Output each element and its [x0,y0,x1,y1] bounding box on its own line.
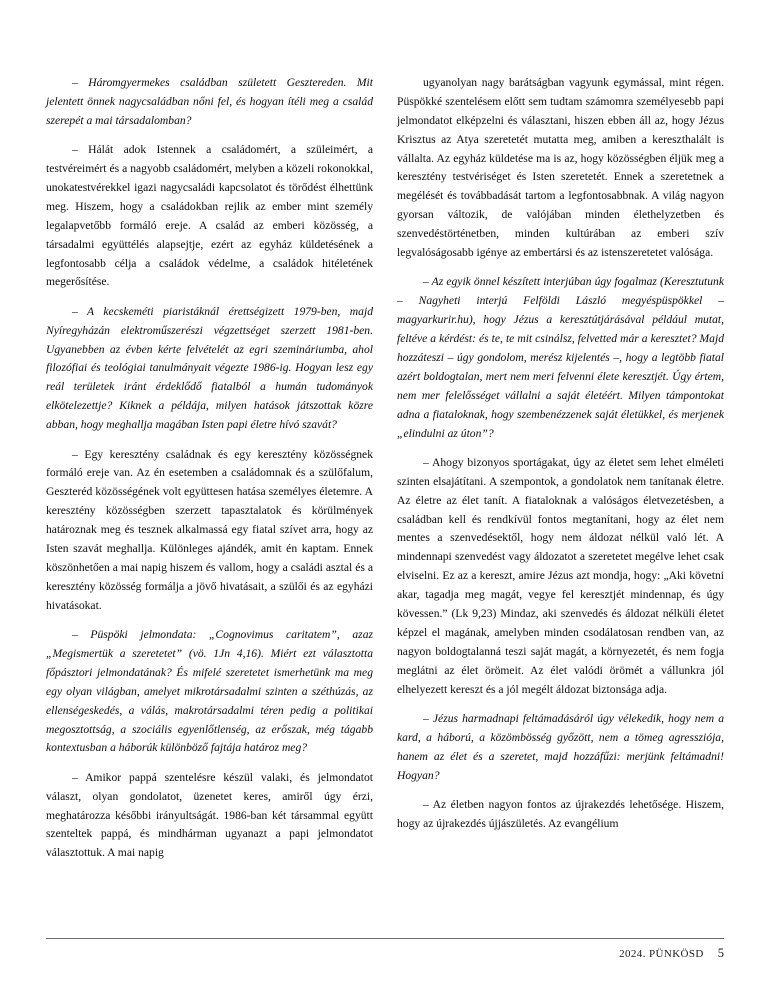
left-column [46,74,373,874]
paragraph-question: – Püspöki jelmondata: „Cognovimus caritatem”, azaz „Megismertük a szeretetet” (vö. 1Jn 4,16). Miért ezt választotta főpásztori jelmondatának? És mifelé szeretetet ismerhetünk ma meg egy olyan világban, amelyet mikrotársadalmi szinten a széthúzás, az ellenségeskedés, a válás, makrotársadalmi téren pedig a politikai megosztottság, a szociális egyenlőtlenség, az erőszak, még tágabb kontextusban a háborúk különböző fajtája határoz meg? [46,628,373,755]
article-body [46,74,724,874]
page-number: 5 [717,946,724,960]
issue-label: 2024. PÜNKÖSD [619,948,704,960]
paragraph-answer: – Egy keresztény családnak és egy keresztény közösségnek formáló ereje van. Az én esetemben a családomnak és a szülőfalum, Geszteréd közösségének volt együttesen hatása személyes életemre. A keresztény közösségben szerzett tapasztalatok és körülmények határoznak meg és tesznek alkalmassá egy fiatal szívet arra, hogy az Isten szavát meghallja. Különleges ajándék, amit én kaptam. Ennek köszönhetően a mai napig hiszem és vallom, hogy a családi asztal és a keresztény közösség formálja a jövő hivatásait, a szülői és az egyházi hivatásokat. [46,447,373,612]
paragraph-answer: – Ahogy bizonyos sportágakat, úgy az életet sem lehet elméleti szinten elsajátítani. A szempontok, a gondolatok nem tanítanak életre. Az életre az élet tanít. A fiataloknak a valóságos életvezetésben, a családban kell és rendkívül fontos megtanítani, hogy az élet nem mentes a szenvedésektől, hogy nem áldozat nélkül való lét. A mindennapi szenvedést vagy áldozatot a szeretetet megélve lehet csak elviselni. Ez az a kereszt, amire Jézus azt mondja, hogy: „Aki követni akar, tagadja meg magát, vegye fel keresztjét mindennap, és úgy kövessen.” (Lk 9,23) Mindaz, aki szenvedés és áldozat nélküli életet képzel el magának, amelyben minden csodálatosan rendben van, az nagyon boldogtalanná teszi saját magát, a környezetét, és nem fogja meglátni az élet örömeit. Az élet valódi örömét a vállunkra jól elhelyezett kereszt és a jól megélt áldozat biztonsága adja. [397,455,724,696]
paragraph-answer: – Amikor pappá szentelésre készül valaki, és jelmondatot választ, olyan gondolatot, üzenetet keres, amiről úgy érzi, meghatározza későbbi irányultságát. 1986-ban két társammal együtt szenteltek pappá, és mindhárman ugyanazt a papi jelmondatot választottuk. A mai napig [46,770,373,860]
paragraph-question: – Az egyik önnel készített interjúban úgy fogalmaz (Keresztutunk – Nagyheti interjú Felföldi László megyéspüspökkel – magyarkurir.hu), hogy Jézus a keresztútjárásával például mutat, feltéve a kérdést: és te, te mit csinálsz, felvetted már a keresztet? Majd hozzáteszi – úgy gondolom, merész kijelentés –, hogy a legtöbb fiatal azért boldogtalan, mert nem meri felvenni élete keresztjét. Úgy értem, nem mer felelősséget vállalni a saját életéért. Milyen támpontokat adna a fiataloknak, hogy szembenézzenek saját életükkel, és merjenek „elindulni az úton”? [397,275,724,440]
paragraph-question: – Háromgyermekes családban született Gesztereden. Mit jelentett önnek nagycsaládban nőni fel, és hogyan ítéli meg a család szerepét a mai társadalomban? [46,76,373,127]
right-column [397,74,724,874]
paragraph-answer: – Az életben nagyon fontos az újrakezdés lehetősége. Hiszem, hogy az újrakezdés újjászületés. Az evangélium [397,798,724,830]
page-footer [46,938,724,961]
paragraph-answer-continued: ugyanolyan nagy barátságban vagyunk egymással, mint régen. Püspökké szentelésem előtt sem tudtam számomra személyesebb papi jelmondatot elképzelni és választani, hiszen ebben áll az, hogy Jézus Krisztus az Atya szeretetét mutatta meg, amiben a kereszthalált is vállalta. Az egyház küldetése ma is az, hogy közösségben éljük meg a keresztény testvériséget és Isten szeretetét. Ennek a szeretetnek a megélését és továbbadását tartom a legfontosabbnak. A világ nagyon gyorsan változik, de valójában minden élethelyzetben és szenvedéstörténetben, minden kultúrában az emberi szív legvalóságosabb igénye az embertársi és az istenszeretetet valósága. [397,76,724,260]
paragraph-question: – A kecskeméti piaristáknál érettségizett 1979-ben, majd Nyíregyházán elektroműszerészi végzettséget szerzett 1981-ben. Ugyanebben az évben kérte felvételét az egri szemináriumba, ahol filozófiai és teológiai tanulmányait végezte 1986-ig. Hogyan lesz egy reál területek iránt érdeklődő fiatalból a humán tudományok elkötelezettje? Kiknek a példája, milyen hatások játszottak közre abban, hogy meghallja magában Isten papi életre hívó szavát? [46,304,373,432]
paragraph-question: – Jézus harmadnapi feltámadásáról úgy vélekedik, hogy nem a kard, a háború, a közömbösség győzött, nem a tömeg agressziója, hanem az élet és a szeretet, majd hozzáfűzi: merjünk feltámadni! Hogyan? [397,712,724,782]
paragraph-answer: – Hálát adok Istennek a családomért, a szüleimért, a testvéreimért és a nagyobb családomért, melyben a közeli rokonokkal, unokatestvérekkel igazi nagycsaládi kapcsolatot és törődést élhettünk meg. Hiszem, hogy a családokban rejlik az ember mint személy legalapvetőbb formáló ereje. A család az emberi közösség, a társadalmi együttélés alapsejtje, ezért az egyház küldetésének a legfontosabb célja a családok védelme, a családok hitéletének megerősítése. [46,143,373,289]
